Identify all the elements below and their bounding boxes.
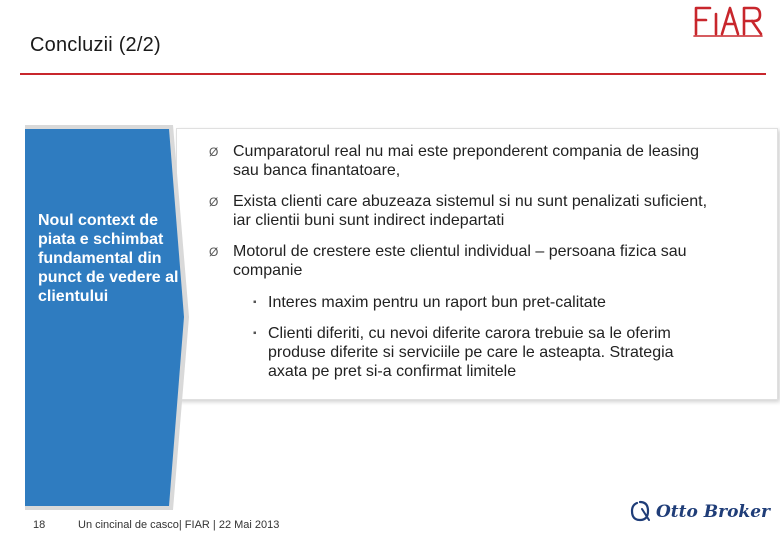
- slide-title: Concluzii (2/2): [30, 34, 161, 56]
- otto-broker-mark-icon: [630, 500, 650, 522]
- square-bullet-icon: ▪: [253, 328, 257, 339]
- title-divider: [20, 73, 766, 75]
- bullet-item: [209, 142, 709, 180]
- sub-bullet-text: Interes maxim pentru un raport bun pret-calitate: [268, 294, 606, 311]
- otto-broker-logo: [620, 490, 770, 534]
- bullet-list: [209, 142, 709, 391]
- bullet-text: Motorul de crestere este clientul individual – persoana fizica sau companie: [233, 243, 687, 279]
- arrow-bullet-icon: Ø: [209, 195, 219, 209]
- context-callout: [25, 125, 189, 510]
- sub-bullet-text: Clienti diferiti, cu nevoi diferite carora trebuie sa le oferim produse diferite si serviciile pe care le asteapta. Strategia axata pe pret si-a confirmat limitele: [268, 325, 674, 380]
- sub-bullet-item: [209, 324, 709, 381]
- partner-name: Otto Broker: [656, 502, 770, 522]
- bullet-item: [209, 192, 709, 230]
- bullet-text: Cumparatorul real nu mai este preponderent compania de leasing sau banca finantatoare,: [233, 143, 700, 179]
- sub-bullet-item: [209, 293, 709, 312]
- arrow-bullet-icon: Ø: [209, 145, 219, 159]
- arrow-bullet-icon: Ø: [209, 245, 219, 259]
- bullet-item: [209, 242, 709, 280]
- footer-text: Un cincinal de casco| FIAR | 22 Mai 2013: [78, 519, 280, 531]
- fiar-logo: [690, 2, 766, 38]
- square-bullet-icon: ▪: [253, 297, 257, 308]
- context-text: Noul context de piata e schimbat fundamental din punct de vedere al clientului: [38, 212, 179, 305]
- bullet-text: Exista clienti care abuzeaza sistemul si nu sunt penalizati suficient, iar clientii buni sunt indirect indepartati: [233, 193, 708, 229]
- slide-number: 18: [33, 519, 46, 531]
